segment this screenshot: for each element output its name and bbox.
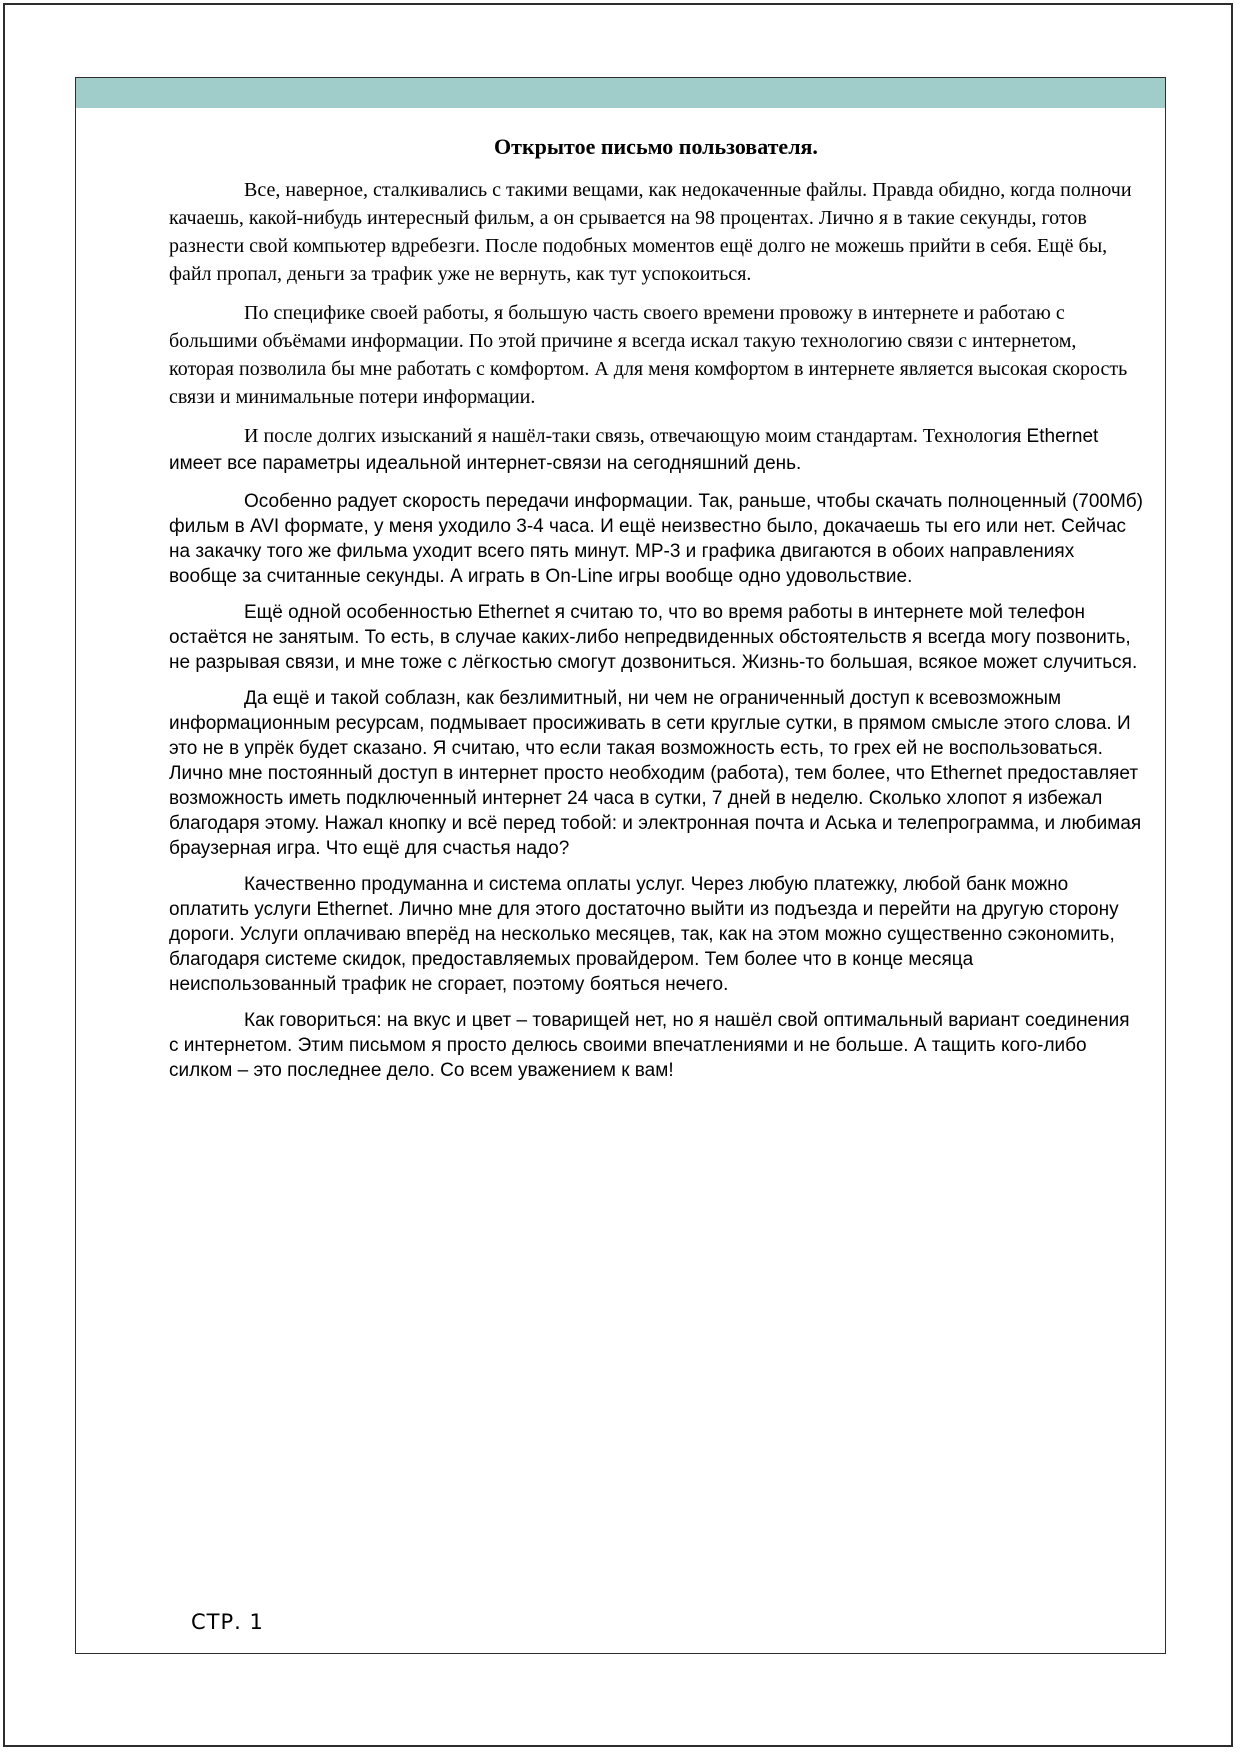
header-band: [76, 78, 1165, 108]
paragraph: Как говориться: на вкус и цвет – товарищей нет, но я нашёл свой оптимальный вариант соединения с интернетом. Этим письмом я просто делюсь своими впечатлениями и не больше. А тащить кого-либо силком – это последнее дело. Со всем уважением к вам!: [169, 1010, 1130, 1081]
paragraph: Да ещё и такой соблазн, как безлимитный, ни чем не ограниченный доступ к всевозможным информационным ресурсам, подмывает просиживать в сети круглые сутки, в прямом смысле этого слова. И это не в упрёк будет сказано. Я считаю, что если такая возможность есть, то грех ей не воспользоваться. Лично мне постоянный доступ в интернет просто необходим (работа), тем более, что Ethernet предоставляет возможность иметь подключенный интернет 24 часа в сутки, 7 дней в неделю. Сколько хлопот я избежал благодаря этому. Нажал кнопку и всё перед тобой: и электронная почта и Аська и телепрограмма, и любимая браузерная игра. Что ещё для счастья надо?: [169, 688, 1142, 859]
footer-page-number: СТР. 1: [191, 1610, 264, 1634]
paragraph: Ещё одной особенностью Ethernet я считаю то, что во время работы в интернете мой телефон остаётся не занятым. То есть, в случае каких-либо непредвиденных обстоятельств я всегда могу позвонить, не разрывая связи, и мне тоже с лёгкостью смогут дозвониться. Жизнь-то большая, всякое может случиться.: [169, 602, 1138, 673]
document-panel: [75, 77, 1166, 1654]
page-title: Открытое письмо пользователя.: [494, 134, 818, 159]
letter-body: [76, 108, 1165, 1083]
paragraph: Особенно радует скорость передачи информации. Так, раньше, чтобы скачать полноценный (700Мб) фильм в AVI формате, у меня уходило 3-4 часа. И ещё неизвестно было, докачаешь ты его или нет. Сейчас на закачку того же фильма уходит всего пять минут. MP-3 и графика двигаются в обоих направлениях вообще за считанные секунды. А играть в On-Line игры вообще одно удовольствие.: [169, 491, 1144, 587]
paragraph: [169, 422, 1143, 478]
paragraph: По специфике своей работы, я большую часть своего времени провожу в интернете и работаю с большими объёмами информации. По этой причине я всегда искал такую технологию связи с интернетом, которая позволила бы мне работать с комфортом. А для меня комфортом в интернете является высокая скорость связи и минимальные потери информации.: [169, 302, 1128, 408]
paragraph-serif-part: И после долгих изысканий я нашёл-таки связь, отвечающую моим стандартам. Технология: [244, 425, 1027, 447]
paragraph: Качественно продуманна и система оплаты услуг. Через любую платежку, любой банк можно оплатить услуги Ethernet. Лично мне для этого достаточно выйти из подъезда и перейти на другую сторону дороги. Услуги оплачиваю вперёд на несколько месяцев, так, как на этом можно существенно сэкономить, благодаря системе скидок, предоставляемых провайдером. Тем более что в конце месяца неиспользованный трафик не сгорает, поэтому бояться нечего.: [169, 874, 1119, 995]
paragraph-sans-part: Ethernet имеет все параметры идеальной интернет-связи на сегодняшний день.: [169, 426, 1099, 474]
paragraph: Все, наверное, сталкивались с такими вещами, как недокаченные файлы. Правда обидно, когда полночи качаешь, какой-нибудь интересный фильм, а он срывается на 98 процентах. Лично я в такие секунды, готов разнести свой компьютер вдребезги. После подобных моментов ещё долго не можешь прийти в себя. Ещё бы, файл пропал, деньги за трафик уже не вернуть, как тут успокоиться.: [169, 179, 1132, 285]
